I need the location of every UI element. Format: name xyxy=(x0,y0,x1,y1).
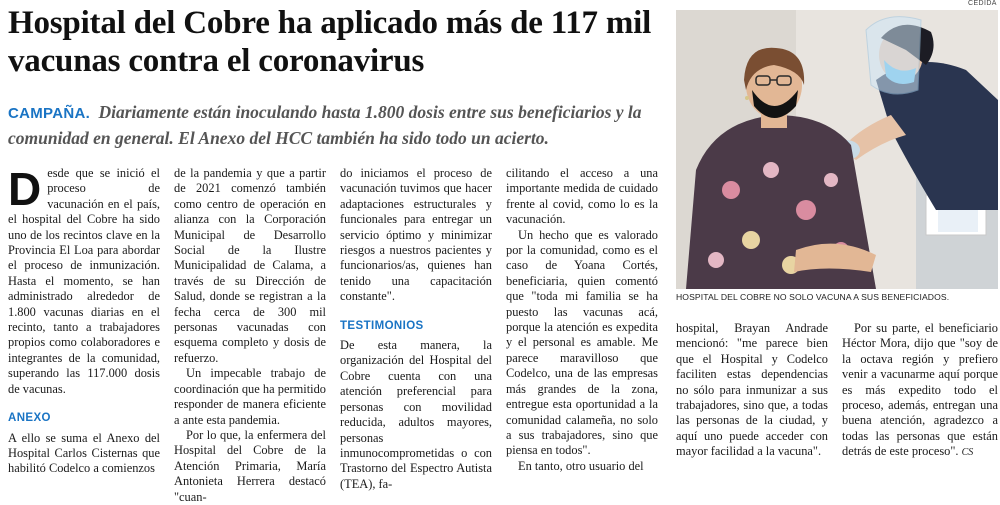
author-signature: CS xyxy=(961,447,974,459)
column-3 xyxy=(340,166,492,492)
vaccination-photo xyxy=(676,10,998,289)
column-4 xyxy=(506,166,658,474)
photo-caption: HOSPITAL DEL COBRE NO SOLO VACUNA A SUS BENEFICIADOS. xyxy=(676,292,950,302)
paragraph: Por lo que, la enfermera del Hospital del Cobre de la Atención Primaria, María Antonieta Herrera destacó "cuan- xyxy=(174,427,326,504)
paragraph: Un hecho que es valorado por la comunidad, como es el caso de Yoana Cortés, beneficiaria, quien comentó que "toda mi familia se ha puesto las vacunas acá, porque la atención es expedita y el personal es amable. Me parece maravilloso que Codelco, una de las empresas más grandes de la zona, entregue esta oportunidad a la comunidad calameña, no solo a sus trabajadores, sino que piensa en todos". xyxy=(506,227,658,458)
column-5 xyxy=(676,321,828,460)
paragraph-intro xyxy=(8,163,160,397)
paragraph-intro-text: esde que se inició el proceso de vacunación en el país, el hospital del Cobre ha sido uno de los recintos clave en la Provincia El Loa para abordar el proceso de inmunización. Hasta el momento, se han administrado alrededor de 1.800 vacunas diarias en el recinto, tanto a trabajadores propios como colaboradores e integrantes de la comunidad, superando las 117.000 dosis de vacunas. xyxy=(8,166,160,396)
lead-kicker: CAMPAÑA. xyxy=(8,105,91,122)
paragraph xyxy=(842,321,998,461)
paragraph-text: Por su parte, el beneficiario Héctor Mora, dijo que "soy de la octava región y prefiero venir a vacunarme aquí porque es más expedito todo el proceso, además, entregan una buena atención, agradezco a todas las personas que están detrás de este proceso". xyxy=(842,321,998,459)
vaccination-illustration xyxy=(676,10,998,289)
column-6 xyxy=(842,321,998,461)
paragraph: hospital, Brayan Andrade mencionó: "me parece bien que el Hospital y Codelco faciliten estas dependencias no sólo para inmunizar a sus trabajadores, sino que, a todas las personas de la ciudad, y aquí uno puede acceder con mayor facilidad a la vacuna". xyxy=(676,321,828,459)
paragraph: De esta manera, la organización del Hospital del Cobre cuenta con una atención preferencial para personas con movilidad reducida, adultos mayores, personas inmunocomprometidas o con Trastorno del Espectro Autista (TEA), fa- xyxy=(340,338,492,491)
paragraph: Un impecable trabajo de coordinación que ha permitido responder de manera eficiente a ante esta pandemia. xyxy=(174,366,326,427)
article-headline: Hospital del Cobre ha aplicado más de 117 mil vacunas contra el coronavirus xyxy=(8,5,652,79)
paragraph: do iniciamos el proceso de vacunación tuvimos que hacer adaptaciones estructurales y funcionales para entregar un servicio óptimo y minimizar riesgos a nuestros pacientes y funcionarios/as, quienes han tenido una capacitación constante". xyxy=(340,166,492,304)
paragraph: En tanto, otro usuario del xyxy=(518,458,644,473)
drop-cap: D xyxy=(8,163,42,215)
subhead-testimonios: TESTIMONIOS xyxy=(340,319,424,332)
column-2 xyxy=(174,166,326,505)
subhead-anexo: ANEXO xyxy=(8,412,51,425)
column-1 xyxy=(8,163,160,477)
lead-text: Diariamente están inoculando hasta 1.800 dosis entre sus beneficiarios y la comunidad en general. El Anexo del HCC también ha sido todo un acierto. xyxy=(8,102,642,148)
paragraph-anexo: A ello se suma el Anexo del Hospital Carlos Cisternas que habilitó Codelco a comienzos xyxy=(8,430,160,476)
article-lead xyxy=(8,100,668,150)
photo-credit: CEDIDA xyxy=(968,0,997,7)
paragraph: cilitando el acceso a una importante medida de cuidado frente al covid, como lo es la vacunación. xyxy=(506,166,658,227)
paragraph: de la pandemia y que a partir de 2021 comenzó también como centro de operación en alianza con la Corporación Municipal de Desarrollo Social de la Ilustre Municipalidad de Calama, a través de su Dirección de Salud, donde se registran a la fecha cerca de 300 mil personas vacunadas con esquema completo y dosis de refuerzo. xyxy=(174,166,326,365)
